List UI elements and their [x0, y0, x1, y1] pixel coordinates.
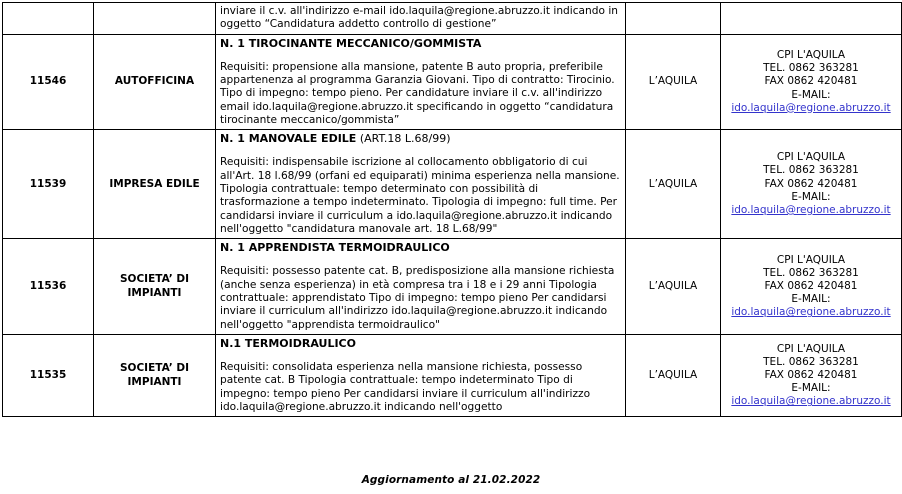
contact-email-link[interactable]: ido.laquila@regione.abruzzo.it: [731, 204, 891, 217]
cell-company: SOCIETA’ DI IMPIANTI: [94, 334, 216, 416]
contact-email-link[interactable]: ido.laquila@regione.abruzzo.it: [731, 306, 891, 319]
cell-contact: [721, 239, 902, 335]
contact-tel: TEL. 0862 363281: [763, 355, 859, 368]
cell-place: L’AQUILA: [626, 130, 721, 239]
contact-tel: TEL. 0862 363281: [763, 164, 859, 177]
description-title-main: N.1 TERMOIDRAULICO: [220, 336, 356, 350]
description-title: [220, 337, 621, 350]
cell-place: L’AQUILA: [626, 34, 721, 130]
cell-company: [94, 3, 216, 35]
contact-office: CPI L'AQUILA: [776, 342, 846, 355]
description-body: Requisiti: indispensabile iscrizione al collocamento obbligatorio di cui all'Art. 18 l.68/99 (orfani ed equiparati) minima esperienza nella mansione. Tipologia contrattuale: tempo determinato con possibilità di trasformazione a tempo indeterminato. Tipologia di impegno: full time. Per candidarsi inviare il curriculum a ido.laquila@regione.abruzzo.it indicando nell'oggetto "candidatura manovale art. 18 L.68/99": [220, 156, 620, 235]
cell-contact: [721, 3, 902, 35]
cell-description: [216, 34, 626, 130]
contact-office: CPI L'AQUILA: [776, 48, 846, 61]
cell-offer-id: 11546: [3, 34, 94, 130]
description-title-suffix: (ART.18 L.68/99): [356, 132, 451, 146]
contact-tel: TEL. 0862 363281: [763, 266, 859, 279]
cell-description: [216, 3, 626, 35]
description-body: Requisiti: propensione alla mansione, patente B auto propria, preferibile appartenenza al programma Garanzia Giovani. Tipo di contratto: Tirocinio. Tipo di impegno: tempo pieno. Per candidature inviare il c.v. all'indirizzo email ido.laquila@regione.abruzzo.it specificando in oggetto “candidatura tirocinante meccanico/gommista”: [220, 60, 615, 126]
description-body: Requisiti: possesso patente cat. B, predisposizione alla mansione richiesta (anche senza esperienza) in età compresa tra i 18 e i 29 anni Tipologia contrattuale: apprendistato Tipo di impegno: tempo pieno Per candidarsi inviare il curriculum all'indirizzo ido.laquila@regione.abruzzo.it indicando nell'oggetto "apprendista termoidraulico": [220, 265, 615, 331]
cell-offer-id: 11535: [3, 334, 94, 416]
table-row: [3, 334, 902, 416]
table-row: [3, 34, 902, 130]
description-body: Requisiti: consolidata esperienza nella mansione richiesta, possesso patente cat. B Tipologia contrattuale: tempo indeterminato Tipo di impegno: tempo pieno Per candidarsi inviare il curriculum all'indirizzo ido.laquila@regione.abruzzo.it indicando nell'oggetto: [220, 361, 591, 414]
contact-email-link[interactable]: ido.laquila@regione.abruzzo.it: [731, 101, 891, 114]
cell-description: [216, 239, 626, 335]
description-title-main: N. 1 TIROCINANTE MECCANICO/GOMMISTA: [220, 36, 482, 50]
job-listing-page: [0, 2, 902, 494]
job-listing-body: [3, 3, 902, 417]
cell-place: L’AQUILA: [626, 239, 721, 335]
contact-fax: FAX 0862 420481: [764, 280, 858, 292]
contact-email-label: E-MAIL:: [791, 382, 831, 395]
contact-email-label: E-MAIL:: [791, 190, 831, 203]
description-title: [220, 241, 621, 254]
contact-fax: FAX 0862 420481: [764, 177, 858, 190]
description-title: [220, 132, 621, 145]
contact-office: CPI L'AQUILA: [776, 253, 846, 266]
description-title-main: N. 1 APPRENDISTA TERMOIDRAULICO: [220, 241, 450, 255]
cell-contact: [721, 130, 902, 239]
contact-email-link[interactable]: ido.laquila@regione.abruzzo.it: [731, 395, 891, 408]
cell-offer-id: 11536: [3, 239, 94, 335]
table-row: [3, 239, 902, 335]
description-title: [220, 37, 621, 50]
cell-contact: [721, 334, 902, 416]
cell-description: [216, 334, 626, 416]
job-listing-table: [2, 2, 902, 417]
contact-fax: FAX 0862 420481: [764, 369, 858, 382]
cell-place: [626, 3, 721, 35]
cell-company: SOCIETA’ DI IMPIANTI: [94, 239, 216, 335]
cell-description: [216, 130, 626, 239]
description-body: inviare il c.v. all'indirizzo e-mail ido.laquila@regione.abruzzo.it indicando in oggetto “Candidatura addetto controllo di gestione”: [220, 5, 618, 31]
contact-tel: TEL. 0862 363281: [763, 62, 859, 75]
contact-email-label: E-MAIL:: [791, 293, 831, 306]
cell-offer-id: [3, 3, 94, 35]
cell-contact: [721, 34, 902, 130]
contact-fax: FAX 0862 420481: [764, 75, 858, 88]
cell-company: AUTOFFICINA: [94, 34, 216, 130]
description-title-main: N. 1 MANOVALE EDILE: [220, 132, 357, 146]
table-row: [3, 130, 902, 239]
contact-office: CPI L'AQUILA: [776, 151, 846, 164]
table-row: [3, 3, 902, 35]
cell-place: L’AQUILA: [626, 334, 721, 416]
contact-email-label: E-MAIL:: [791, 88, 831, 101]
footer-update-note: Aggiornamento al 21.02.2022: [361, 474, 541, 486]
cell-offer-id: 11539: [3, 130, 94, 239]
cell-company: IMPRESA EDILE: [94, 130, 216, 239]
